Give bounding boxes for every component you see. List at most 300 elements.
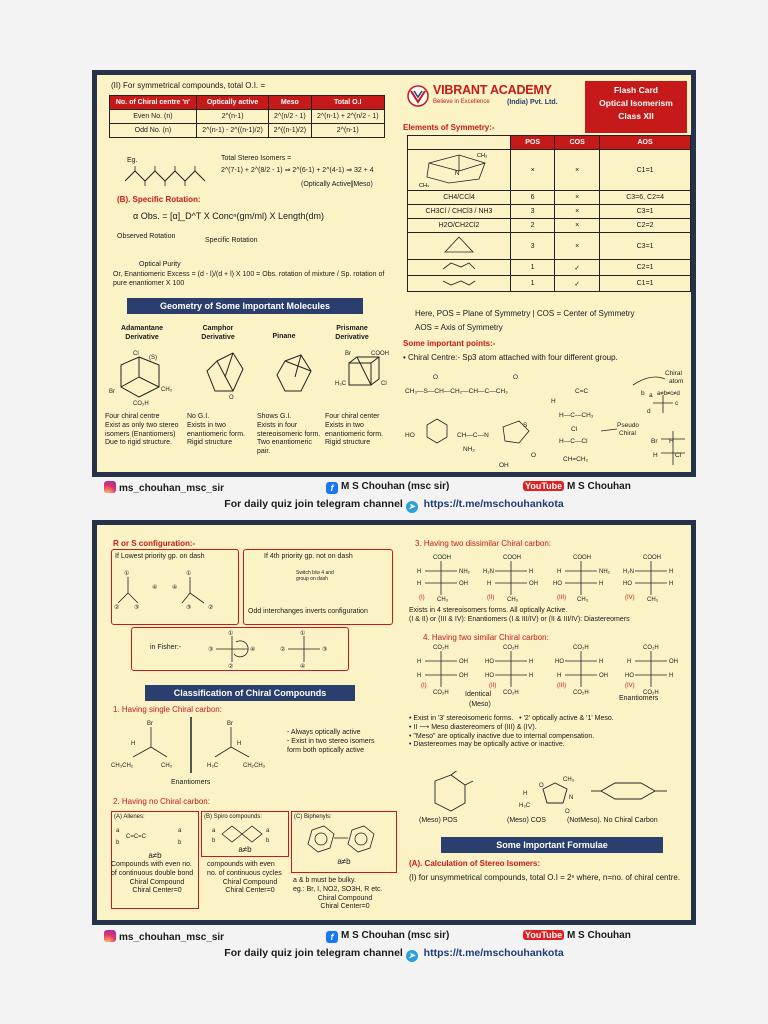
alpha-formula: α Obs. = [α]_D^T X Concⁿ(gm/ml) X Length(dm) [133,211,325,221]
similar-fisher-structures [407,643,693,695]
note-item: Chiral Compound [222,878,278,886]
cell: × [555,219,600,233]
fisher-projections [196,630,346,668]
svg-text:HO: HO [625,673,634,679]
abcd-condition: a≠b≠c≠d [657,391,680,397]
cell: 2^((n-1)/2) [269,124,311,138]
svg-text:N: N [569,795,574,801]
enantiomers-label-2: Enantiomers [619,695,659,702]
no-chiral-heading: 2. Having no Chiral carbon: [113,797,210,806]
cell: 2^(n-1) + 2^(n/2 - 1) [311,110,385,124]
svg-text:HO: HO [485,659,494,665]
svg-text:a: a [178,827,182,834]
a-ne-b: a≠b [337,856,351,866]
svg-text:CH₃: CH₃ [161,387,173,393]
meso-structures [415,771,695,821]
th-meso: Meso [269,96,311,110]
telegram-line-2 [92,947,696,962]
svg-text:H: H [599,581,604,587]
spiro-structure [202,824,286,844]
stereo-calc: 2^(7-1) + 2^(8/2 - 1) ⇒ 2^(6-1) + 2^(4-1) ⇒ 32 + 4 [221,167,374,174]
svg-text:CH₃CH₂: CH₃CH₂ [111,763,134,769]
not-meso-label: (NotMeso). No Chiral Carbon [567,817,658,824]
social-bar-2 [92,929,696,945]
table-row [408,219,691,233]
svg-text:b: b [641,390,645,397]
svg-text:CO₂H: CO₂H [133,401,149,407]
cell: × [555,191,600,205]
note-item: No G.I. [187,413,210,420]
flash-line: Class XII [618,111,654,121]
sym-oi-table [109,95,385,138]
rs-dash-structures [112,565,232,615]
cell: ✓ [555,276,600,292]
meso-cos-label: (Meso) COS [507,817,546,824]
note-item: II ⟶ Meso diastereomers of (III) & (IV). [413,723,537,731]
svg-text:HO: HO [405,432,415,439]
cell: 3 [511,205,555,219]
svg-text:H—C—CH₃: H—C—CH₃ [559,412,594,419]
svg-text:H₃C: H₃C [519,803,531,809]
svg-text:NH₂: NH₂ [599,569,610,575]
svg-text:HO: HO [555,659,564,665]
svg-text:CH₃: CH₃ [563,777,575,783]
telegram-icon: ➤ [406,950,418,962]
svg-text:H: H [417,673,422,679]
instagram-icon [104,481,116,493]
note-item: a & b must be bulky. [293,877,356,884]
svg-text:H: H [669,438,674,445]
formulae-bar: Some Important Formulae [441,837,663,853]
note-item: Compounds with even no. [111,861,192,868]
youtube-text: M S Chouhan [566,481,631,492]
svg-text:H: H [627,659,632,665]
svg-text:H: H [523,791,528,797]
flash-line: Optical Isomerism [599,98,673,108]
table-row [408,260,691,276]
note-item: Rigid structure [325,439,371,447]
svg-text:COOH: COOH [371,351,389,357]
svg-text:(IV): (IV) [625,683,635,689]
flash-card-top [92,70,696,477]
svg-text:OH: OH [669,659,678,665]
note-item: (I & III/IV) or (II & III/IV): Diastereomers [508,615,630,623]
biphenyl-structure [292,824,394,858]
cell: 2^(n/2 - 1) [269,110,311,124]
svg-text:S: S [523,422,528,429]
telegram-link[interactable]: https://t.me/mschouhankota [423,498,564,510]
observed-rotation-label: Observed Rotation [117,233,176,240]
instagram-icon [104,930,116,942]
svg-text:Br: Br [147,721,153,727]
telegram-line-1 [92,498,696,513]
svg-text:COOH: COOH [433,555,451,561]
brand-logo [407,83,567,119]
specific-rotation-label: Specific Rotation [205,237,258,244]
cell: Odd No. (n) [110,124,197,138]
svg-text:COOH: COOH [573,555,591,561]
facebook-text: M S Chouhan (msc sir) [341,481,450,492]
svg-text:OH: OH [599,673,608,679]
svg-text:d: d [647,408,651,415]
sym-heading: (II) For symmetrical compounds, total O.I. = [111,81,266,90]
legend-line-2: AOS = Axis of Symmetry [415,323,503,332]
chiral-centre-structures [403,365,696,473]
svg-text:O: O [539,783,544,789]
th-aos: AOS [600,136,691,150]
svg-text:OH: OH [529,581,538,587]
cell: 2^(n-1) [196,110,268,124]
svg-text:OH: OH [459,581,468,587]
svg-text:②: ② [228,664,234,668]
spiro-box [201,811,289,857]
th-chiral-n: No. of Chiral centre 'n' [110,96,197,110]
molecule-name: Pinane [272,333,296,340]
cell: C3=1 [600,233,691,260]
note-item: Rigid structure [187,439,233,447]
youtube-icon: YouTube [525,930,563,940]
boat-structure [439,277,479,288]
svg-text:OH: OH [459,673,468,679]
svg-text:H: H [237,741,242,747]
svg-text:CH—C—N: CH—C—N [457,432,489,439]
svg-text:C=C: C=C [575,388,589,395]
svg-text:Cl: Cl [133,351,139,357]
svg-text:③: ③ [134,604,140,611]
svg-text:CH₃: CH₃ [437,597,449,603]
svg-text:CO₂H: CO₂H [643,690,659,695]
svg-text:①: ① [124,570,130,577]
cell: × [555,205,600,219]
note-item: Four chiral centre [105,413,160,420]
svg-text:Cl: Cl [675,452,682,459]
brand-tagline: Believe in Excellence [433,99,490,105]
svg-text:b: b [116,839,120,846]
note-item: Exist as only two stereo isomers (Enantiomers) [105,421,179,438]
note-item: Four chiral center [325,413,380,420]
cell: C3=1 [600,205,691,219]
molecule-cell [408,260,511,276]
svg-text:(IV): (IV) [625,595,635,601]
svg-text:H: H [551,398,556,405]
note-item: Due to rigid structure. [105,439,172,447]
note-item: of continuous double bond [111,869,194,877]
enantiomers-label: Enantiomers [171,779,211,786]
svg-text:③: ③ [322,647,328,653]
svg-text:CO₂H: CO₂H [503,690,519,695]
molecule-notes-prismane [325,413,393,448]
cell: H2O/CH2Cl2 [408,219,511,233]
biphenyls-box [291,811,397,873]
note-item: Two enantiomeric pair. [257,439,312,455]
svg-text:(I): (I) [419,595,425,601]
calc-text: (I) for unsymmetrical compounds, total O.I = 2ⁿ where, n=no. of chiral centre. [409,873,681,882]
svg-text:COOH: COOH [643,555,661,561]
dissimilar-notes [409,607,696,625]
rs-heading: R or S configuration:- [113,539,196,548]
rs-box-dash [111,549,239,625]
brand-sub: (India) Pvt. Ltd. [507,99,558,106]
svg-text:a: a [212,827,216,834]
points-heading: Some important points:- [403,339,496,348]
cell: C3=6, C2=4 [600,191,691,205]
instagram-text: ms_chouhan_msc_sir [119,932,225,943]
svg-text:Cl: Cl [571,426,578,433]
molecule-cell [408,233,511,260]
allene-notes [111,861,203,896]
svg-text:④: ④ [152,584,158,591]
table-row [408,191,691,205]
svg-text:H: H [669,569,674,575]
svg-text:H: H [557,673,562,679]
telegram-link[interactable]: https://t.me/mschouhankota [423,947,564,959]
quinuclidine-structure [419,151,499,187]
flash-card-bottom [92,520,696,925]
geometry-bar: Geometry of Some Important Molecules [127,298,363,314]
cell: C1=1 [600,150,691,191]
telegram-icon: ➤ [406,501,418,513]
instagram-text: ms_chouhan_msc_sir [119,483,225,494]
cell: 2 [511,219,555,233]
cell: C2=1 [600,260,691,276]
molecule-name: Camphor Derivative [201,325,235,341]
facebook-handle[interactable] [326,481,449,494]
svg-text:③: ③ [208,647,214,653]
svg-text:H: H [599,659,604,665]
svg-text:CO₂H: CO₂H [433,690,449,695]
svg-text:O: O [433,374,439,381]
svg-text:NH₂: NH₂ [463,446,475,453]
note-item: Exist in '3' stereoisomeric forms. [413,715,514,722]
svg-text:H₃C: H₃C [207,763,219,769]
a-ne-b: a≠b [148,850,162,860]
similar-heading: 4. Having two similar Chiral carbon: [423,633,549,642]
svg-text:c: c [675,400,679,407]
chiral-centre-note: • Chiral Centre:- Sp3 atom attached with four different group. [403,353,618,362]
table-row [110,124,385,138]
flash-line: Flash Card [614,85,658,95]
cell: C1=1 [600,276,691,292]
chair-structure [439,261,479,272]
svg-text:atom: atom [669,378,684,385]
svg-text:a: a [266,827,270,834]
note-item: Exists in two enantiomeric form. [187,421,245,438]
identical-label: Identical [465,691,492,698]
svg-text:H: H [131,741,136,747]
svg-text:Br: Br [109,389,115,395]
svg-text:Br: Br [651,438,658,445]
svg-text:Chiral: Chiral [665,370,682,377]
chiral-centre-text: Chiral Centre:- Sp3 atom attached with four different group. [408,353,618,362]
note-item: Chiral Center=0 [320,903,370,911]
note-item: - Always optically active [287,729,361,736]
svg-text:CH₃: CH₃ [647,597,659,603]
svg-text:b: b [178,839,182,846]
facebook-icon: f [326,931,338,943]
svg-text:①: ① [186,570,192,577]
molecule-structures [109,347,395,409]
telegram-text: For daily quiz join telegram channel [224,498,403,510]
svg-text:(III): (III) [557,595,566,601]
table-row [408,233,691,260]
biphenyls-label: (C) Biphenyls: [294,814,332,820]
cell: × [555,233,600,260]
svg-text:④: ④ [250,647,256,653]
calc-heading: (A). Calculation of Stereo Isomers: [409,859,541,868]
svg-text:H: H [529,659,534,665]
svg-text:NH₂: NH₂ [459,569,470,575]
youtube-handle[interactable] [522,481,631,492]
allenes-label: (A) Allenes: [114,814,145,820]
single-chiral-heading: 1. Having single Chiral carbon: [113,705,222,714]
molecule-name: Adamantane Derivative [120,325,163,341]
facebook-handle[interactable] [326,930,449,943]
svg-text:CH₃: CH₃ [419,183,430,187]
note-item: (I & II) or (III & IV): Enantiomers [409,615,508,623]
svg-text:Br: Br [227,721,233,727]
rs-box-text: If Lowest priority gp. on dash [115,553,205,560]
th-cos: COS [555,136,600,150]
svg-text:b: b [212,837,216,844]
fisher-label: in Fisher:- [150,644,182,651]
allene-structure [112,824,196,846]
instagram-handle[interactable] [104,481,224,494]
svg-text:H₂N: H₂N [483,569,494,575]
molecule-name: Prismane Derivative [335,325,369,341]
svg-text:H: H [529,569,534,575]
note-item: Exists in four stereoisomeric form. [257,421,321,438]
note-item: eg.: Br, I, NO2, SO3H, R etc. [293,885,383,893]
molecule-notes-adamantane [105,413,183,448]
molecule-cell [408,150,511,191]
meso-pos-label: (Meso) POS [419,817,458,824]
svg-text:H: H [669,673,674,679]
note-item: Chiral Center=0 [132,887,182,895]
svg-text:H: H [417,659,422,665]
classification-bar: Classification of Chiral Compounds [145,685,355,701]
instagram-handle[interactable] [104,930,224,943]
dissimilar-fisher-structures [407,551,693,603]
enantiomeric-excess-formula: Or, Enantiomeric Excess = (d - l)/(d + l) X 100 = Obs. rotation of mixture / Sp. rotation of pure enantiomer X 100 [113,271,385,287]
svg-text:COOH: COOH [503,555,521,561]
svg-text:H: H [653,452,658,459]
meso-identical-label: (Meso) [469,701,491,708]
cell: Even No. (n) [110,110,197,124]
svg-text:④: ④ [300,664,306,668]
svg-text:O: O [229,395,234,401]
svg-text:(II): (II) [487,595,495,601]
note-item: Chiral Center=0 [225,887,275,895]
svg-text:H: H [417,581,422,587]
svg-text:N: N [455,171,460,177]
svg-text:Pseudo: Pseudo [617,422,640,429]
cell: × [511,150,555,191]
svg-text:H₂N: H₂N [623,569,634,575]
single-chiral-notes [287,729,397,755]
social-bar-1 [92,480,696,496]
svg-text:CH₃: CH₃ [577,597,589,603]
svg-text:O: O [513,374,519,381]
svg-text:CH₃: CH₃ [161,763,173,769]
spiro-label: (B) Spiro compounds: [204,814,263,820]
cell: 1 [511,276,555,292]
optically-active-label: (Optically Active) [301,181,354,188]
note-item: '2' optically active & '1' Meso. [523,715,614,722]
a-ne-b: a≠b [238,844,252,854]
svg-text:Chiral: Chiral [619,430,636,437]
switch-note: Switch b/w 4 and group on dash [296,570,334,582]
telegram-text: For daily quiz join telegram channel [224,947,403,959]
cell: 6 [511,191,555,205]
th-opt-active: Optically active [196,96,268,110]
biphenyl-notes [293,877,397,912]
svg-text:(S): (S) [149,355,157,361]
svg-text:①: ① [300,631,306,637]
svg-text:H: H [417,569,422,575]
svg-text:H—C—Cl: H—C—Cl [559,438,588,445]
meso-label: (Meso) [351,181,373,188]
svg-text:④: ④ [172,584,178,591]
svg-text:CH₃—S—CH—CH₂—CH—C—CH₃: CH₃—S—CH—CH₂—CH—C—CH₃ [405,388,508,395]
th-pos: POS [511,136,555,150]
fisher-box [131,627,349,671]
youtube-text: M S Chouhan [566,930,631,941]
note-item: compounds with even [207,861,275,868]
svg-text:CH₃: CH₃ [507,597,519,603]
note-item: "Meso" are optically inactive due to internal compensation. [413,732,595,740]
cyclopropane-structure [439,234,479,256]
svg-text:H: H [529,673,534,679]
cell: CH3Cl / CHCl3 / NH3 [408,205,511,219]
table-row [408,205,691,219]
svg-text:H: H [557,569,562,575]
th-molecule [408,136,511,150]
svg-text:②: ② [280,647,286,653]
optical-purity-label: Optical Purity [139,261,181,268]
note-item: - Exist in two stereo isomers [287,737,375,745]
svg-text:O: O [565,809,570,815]
table-row [408,150,691,191]
svg-text:CO₂H: CO₂H [643,645,659,651]
elements-heading: Elements of Symmetry:- [403,123,495,132]
flash-card-badge [585,81,687,133]
youtube-handle[interactable] [522,930,631,941]
svg-text:HO: HO [623,581,632,587]
note-item: Chiral Compound [129,878,185,886]
cell: 2^(n-1) - 2^((n-1)/2) [196,124,268,138]
spiro-notes [207,861,293,896]
note-item: All optically Active. [509,607,568,614]
svg-text:CH₃: CH₃ [477,153,488,159]
legend-line-1: Here, POS = Plane of Symmetry | COS = Center of Symmetry [415,309,635,318]
cell: CH4/CCl4 [408,191,511,205]
svg-text:(II): (II) [489,683,497,689]
note-item: Exists in 4 stereoisomers forms. [409,607,509,614]
brand-name: VIBRANT ACADEMY [433,83,552,97]
th-total: Total O.I [311,96,385,110]
svg-text:②: ② [208,604,214,611]
svg-text:C=C=C: C=C=C [126,833,147,840]
svg-text:CO₂H: CO₂H [573,645,589,651]
svg-text:H: H [487,581,492,587]
note-item: no. of continuous cycles [207,869,282,877]
molecule-notes-camphor [187,413,255,448]
svg-text:Br: Br [345,351,351,357]
facebook-icon: f [326,482,338,494]
note-item: Diastereomes may be optically active or inactive. [413,741,565,749]
eg-label: Eg. [127,157,138,164]
table-row [110,110,385,124]
